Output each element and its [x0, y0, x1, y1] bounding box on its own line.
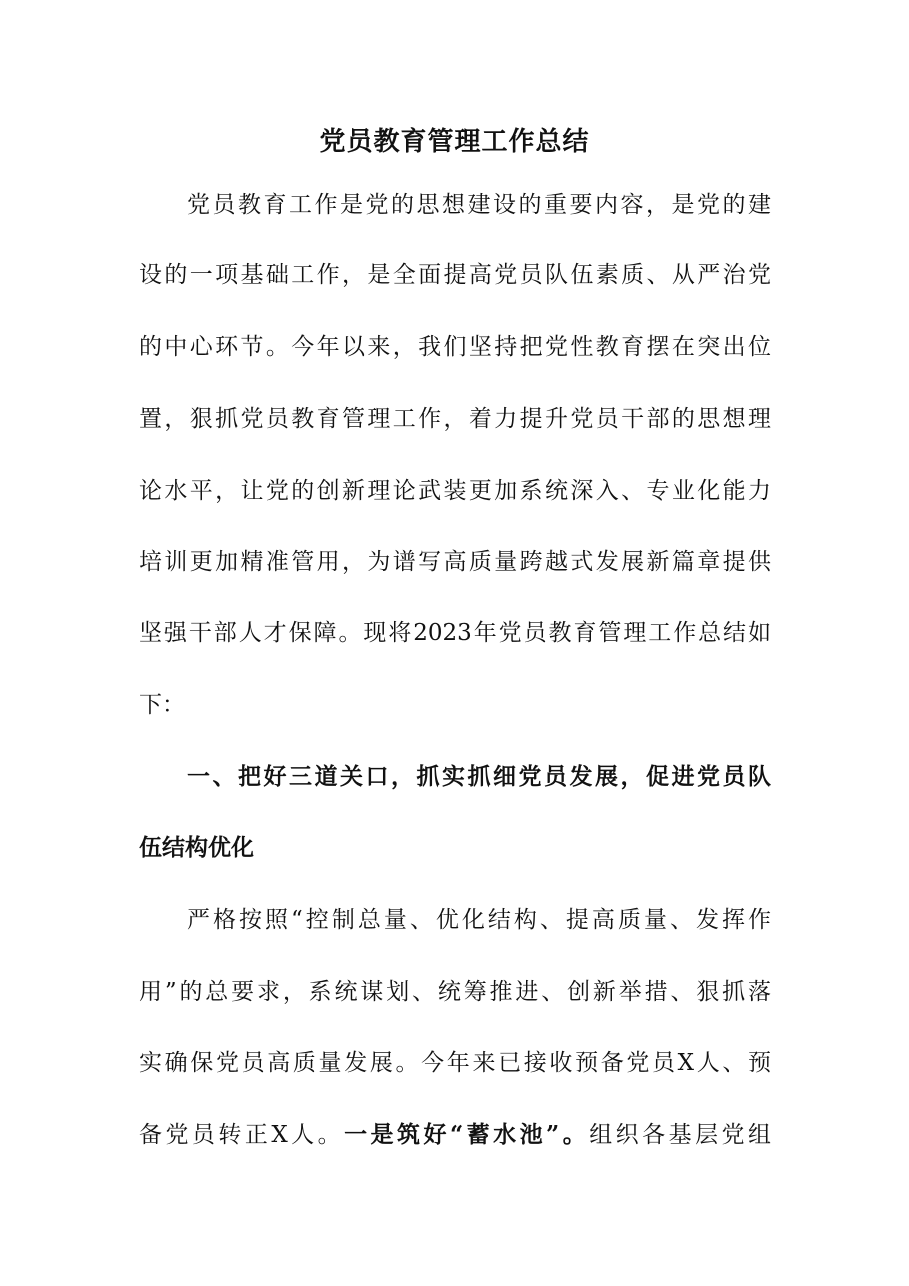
paragraph-line: 的中心环节。今年以来，我们坚持把党性教育摆在突出位: [139, 334, 771, 360]
paragraph-line: 培训更加精准管用，为谱写高质量跨越式发展新篇章提供: [139, 549, 771, 575]
paragraph-text: 组织各基层党组: [589, 1122, 771, 1148]
section-heading-line: 伍结构优化: [139, 835, 254, 861]
paragraph-line: 论水平，让党的创新理论武装更加系统深入、专业化能力: [139, 478, 771, 504]
paragraph-line: 用”的总要求，系统谋划、统筹推进、创新举措、狠抓落: [139, 979, 771, 1005]
paragraph-line: 实确保党员高质量发展。今年来已接收预备党员X人、预: [139, 1050, 771, 1076]
paragraph-line: 设的一项基础工作，是全面提高党员队伍素质、从严治党: [139, 262, 771, 288]
paragraph-text: 备党员转正X人。: [139, 1122, 345, 1148]
section-heading-line: 一、把好三道关口，抓实抓细党员发展，促进党员队: [187, 764, 771, 790]
emphasis-text: 一是筑好“蓄水池”。: [344, 1121, 590, 1148]
paragraph-line: 置，狠抓党员教育管理工作，着力提升党员干部的思想理: [139, 406, 771, 432]
paragraph-line: 坚强干部人才保障。现将2023年党员教育管理工作总结如: [139, 620, 771, 646]
paragraph-line: 下：: [139, 692, 185, 718]
paragraph-line: 严格按照“控制总量、优化结构、提高质量、发挥作: [187, 907, 771, 933]
document-title: 党员教育管理工作总结: [319, 127, 590, 157]
paragraph-line: [139, 1113, 771, 1157]
paragraph-line: 党员教育工作是党的思想建设的重要内容，是党的建: [187, 192, 771, 218]
